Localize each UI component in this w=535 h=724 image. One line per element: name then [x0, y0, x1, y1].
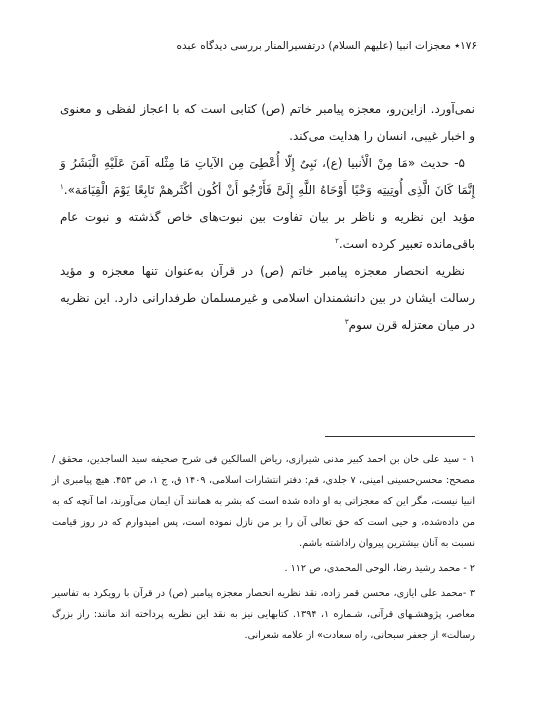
paragraph-2	[60, 150, 475, 258]
footnote-divider	[325, 436, 475, 437]
footnote-2: ۲ - محمد رشید رضا، الوحی المحمدی، ص ۱۱۲ .	[284, 563, 475, 574]
footnotes	[52, 449, 475, 650]
paragraph-1: نمی‌آورد. ازاین‌رو، معجزه پیامبر خاتم (ص) کتابی است که با اعجاز لفظی و معنوی و اخبار غیبی، انسان را هدایت می‌کند.	[60, 102, 475, 143]
footnote-ref-2: ۲	[335, 237, 339, 245]
footnote-ref-1: ۱	[60, 183, 64, 191]
hadith-quote: ۵- حدیث «مَا مِنْ الْأنبیا (ع)، نَبِیٌ إِلّا أُعْطِیَ مِن الآیاتِ مَا مِثْله آمَنَ عَلَیْهِ الْبَشَرُ وَ إِنَّمَا کَانَ الَّذِی أُوتِیتِه وَحْیًا أَوْحَاهُ اللَّهِ إِلَیَّ فَأَرْجُو أَنْ أکُون أکْثَرهمْ تَابِعًا یَوْمَ الْقِیَامَة».	[60, 156, 475, 197]
footnote-3: ۳ -محمد علی ایازی، محسن قمر زاده، نقد نظریه انحصار معجزه پیامبر (ص) در قرآن با رویکرد به تفاسیر معاصر، پژوهشـهای قرآنی، شـماره ۱، ۱۳۹۴. کتابهایی نیز به نقد این نظریه پرداخته اند مانند: راز بزرگ رسالت» از جعفر سبحانی، راه سعادت» از علامه شعرانی.	[52, 588, 475, 641]
footnote-ref-3: ۳	[344, 318, 349, 326]
footnote-1: ۱ - سید علی خان بن احمد کبیر مدنی شیرازی، ریاض السالکین فی شرح صحیفه سید الساجدین، محقق / مصحح: محسن‌حسینی امینی، ۷ جلدی، قم: دفتر انتشارات اسلامی، ۱۴۰۹ ق، ج ۱، ص ۴۵۳. هیچ پیامبری از انبیا نیست، مگر این که معجزاتی به او داده شده است که بشر به همانند آن ایمان می‌آورند، اما آنچه که به من دادەشده، و حیی است که حق تعالی آن را بر من نازل نموده است، پس امیدوارم که در روز قیامت نسبت به آنان بیشترین پیروان راداشته باشم.	[52, 454, 476, 549]
main-text	[60, 96, 475, 339]
paragraph-3	[60, 258, 475, 339]
paragraph-2-rest: مؤید این نظریه و ناظر بر بیان تفاوت بین نبوت‌های خاص گذشته و نبوت عام باقی‌مانده تعبیر کرده است.	[60, 210, 475, 251]
running-header: ۱۷۶٭ معجزات انبیا (علیهم السلام) درتفسیرالمنار بررسی دیدگاه عبده	[176, 40, 477, 52]
paragraph-3-text: نظریه انحصار معجزه پیامبر خاتم (ص) در قرآن به‌عنوان تنها معجزه و مؤید رسالت ایشان در بین دانشمندان اسلامی و غیرمسلمان طرفدارانی دارد. این نظریه در میان معتزله قرن سوم	[60, 264, 475, 332]
